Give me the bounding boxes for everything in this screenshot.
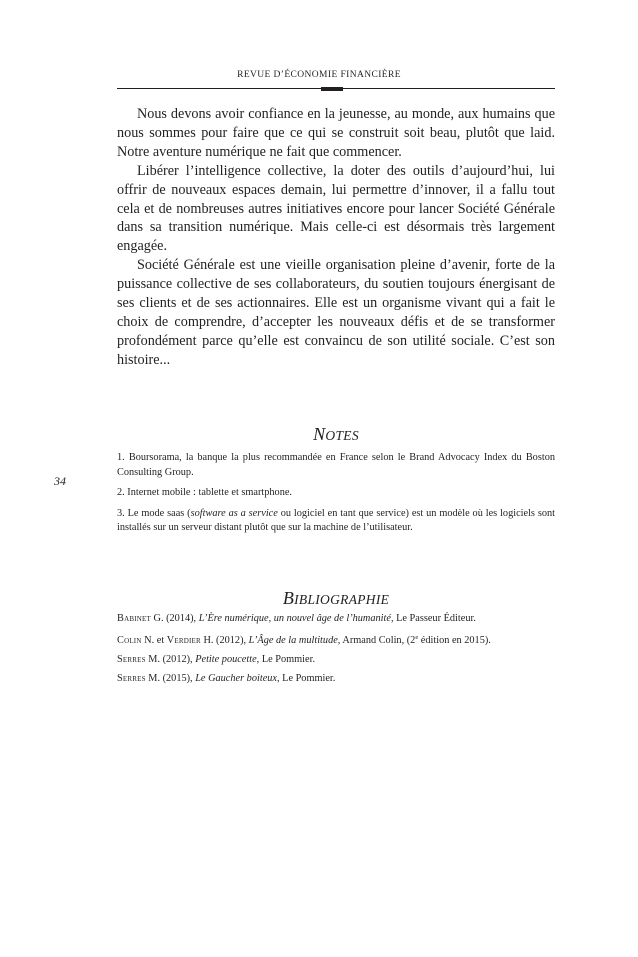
- entry-text: , Le Pommier.: [277, 673, 336, 684]
- book-title: Petite poucette: [195, 654, 257, 665]
- note-italic-term: software as a service: [190, 507, 278, 519]
- notes-heading-initial: N: [313, 424, 326, 444]
- page-number: 34: [54, 474, 66, 488]
- bibliography-entry: [117, 612, 555, 627]
- entry-text: G. (2014),: [150, 613, 199, 624]
- author-name: Serres: [117, 654, 146, 665]
- bibliography-heading: [117, 588, 555, 609]
- note-item: [117, 507, 555, 536]
- entry-text: H. (2012),: [200, 635, 249, 646]
- entry-text: M. (2012),: [145, 654, 196, 665]
- bibliography-entry: [117, 653, 555, 668]
- entry-text: , Armand Colin, (2: [337, 635, 416, 646]
- entry-text: N. et: [141, 635, 167, 646]
- book-title: L’Ère numérique, un nouvel âge de l’humanité: [198, 613, 391, 624]
- body-paragraph: Société Générale est une vieille organisation pleine d’avenir, forte de la puissance collective de ses collaborateurs, du soutien toujours énergisant de ses clients et de ses actionnaires. Elle est un organisme vivant qui a fait le choix de comprendre, d’accepter les nouveaux défis et de se transformer profondément parce qu’elle est convaincu de son utilité sociale. C’est son histoire...: [117, 257, 555, 368]
- bibliography-heading-initial: B: [282, 588, 295, 608]
- note-item: 2. Internet mobile : tablette et smartphone.: [117, 487, 292, 498]
- book-title: L’Âge de la multitude: [248, 635, 338, 646]
- notes-heading-rest: OTES: [325, 428, 359, 443]
- body-paragraph: Nous devons avoir confiance en la jeunesse, au monde, aux humains que nous sommes pour faire que ce qui se construit soit beau, plutôt que laid. Notre aventure numérique ne fait que commencer.: [117, 106, 555, 160]
- body-paragraph: Libérer l’intelligence collective, la doter des outils d’aujourd’hui, lui offrir de nouveaux espaces demain, lui permettre d’innover, il a fallu tout cela et de nombreuses autres initiatives encore pour lancer Société Générale dans sa transition numérique. Mais celle-ci est désormais très largement engagée.: [117, 162, 555, 255]
- author-name: Babinet: [117, 613, 151, 624]
- body-text: [117, 105, 555, 370]
- bibliography-entry: [117, 672, 555, 687]
- note-text: 3. Le mode saas (: [117, 507, 191, 519]
- author-name: Serres: [117, 673, 146, 684]
- entry-text: , Le Passeur Éditeur.: [390, 613, 476, 624]
- note-text: ou logiciel en tant que service) est un modèle où les logiciels sont installés sur un serveur distant plutôt que sur la machine de l’utilisateur.: [117, 507, 555, 533]
- book-title: Le Gaucher boiteux: [195, 673, 277, 684]
- bibliography-heading-rest: IBLIOGRAPHIE: [294, 592, 390, 607]
- author-name: Colin: [117, 635, 142, 646]
- notes-heading: [117, 424, 555, 445]
- notes-list: [117, 451, 555, 542]
- bibliography-list: [117, 612, 555, 691]
- superscript: e: [415, 634, 419, 641]
- entry-text: M. (2015),: [145, 673, 196, 684]
- entry-text: , Le Pommier.: [256, 654, 316, 665]
- note-item: 1. Boursorama, la banque la plus recommandée en France selon le Brand Advocacy Index du Boston Consulting Group.: [117, 452, 555, 478]
- running-header: REVUE D’ÉCONOMIE FINANCIÈRE: [237, 70, 401, 80]
- header-rule-marker: [321, 87, 343, 91]
- entry-text: édition en 2015).: [418, 635, 491, 646]
- bibliography-entry: [117, 631, 555, 649]
- author-name: Verdier: [166, 635, 201, 646]
